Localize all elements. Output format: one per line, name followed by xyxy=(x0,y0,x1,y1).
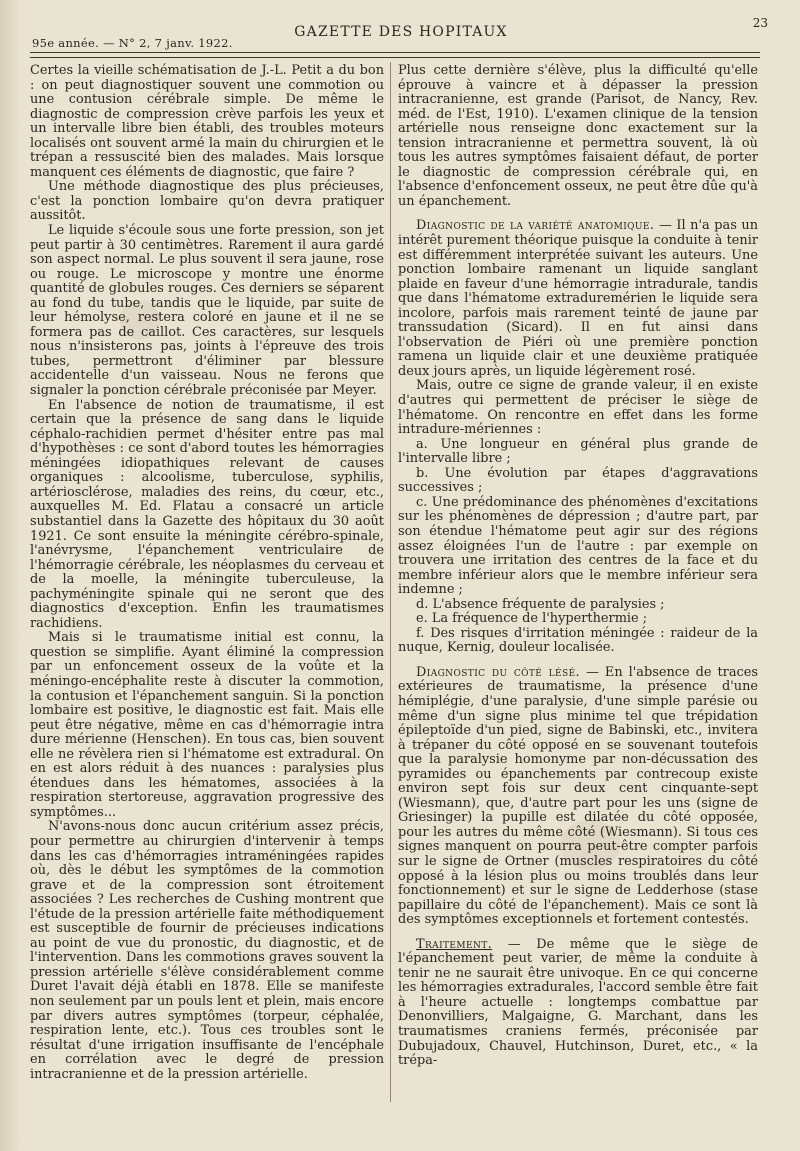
header-rule xyxy=(30,52,760,53)
page-header xyxy=(30,18,772,48)
list-item: d. L'absence fréquente de paralysies ; xyxy=(416,596,665,612)
left-column xyxy=(30,64,384,1104)
paragraph: N'avons-nous donc aucun critérium assez précis, pour permettre au chirurgien d'intervenir à temps dans les cas d'hémorragies intraméningées rapides où, dès le début les symptômes de la commotion grave et de la compression sont étroitement associées ? Les recherches de Cushing montrent que l'étude de la pression artérielle faite méthodiquement est susceptible de fournir de précieuses indications au point de vue du pronostic, du diagnostic, et de l'intervention. Dans les commotions graves souvent la pression artérielle s'élève considérablement comme Duret l'avait déjà établi en 1878. Elle se manifeste non seulement par un pouls lent et plein, mais encore par divers autres symptômes (torpeur, céphalée, respiration lente, etc.). Tous ces troubles sont le résultat d'une irrigation insuffisante de l'encéphale en corrélation avec le degré de pression intracranienne et de la pression artérielle. xyxy=(30,819,384,1082)
header-rule xyxy=(30,57,760,58)
section-heading: Traitement. xyxy=(416,936,493,952)
list-item: b. Une évolution par étapes d'aggravations successives ; xyxy=(398,465,758,496)
issue-info: 95e année. — N° 2, 7 janv. 1922. xyxy=(32,36,233,50)
section-heading: Diagnostic du côté lésé. xyxy=(416,664,581,680)
section-heading: Diagnostic de la variété anatomique. xyxy=(416,218,655,234)
paragraph: Une méthode diagnostique des plus précieuses, c'est la ponction lombaire qu'on devra pratiquer aussitôt. xyxy=(30,179,384,224)
list-item: e. La fréquence de l'hyperthermie ; xyxy=(416,611,648,627)
paragraph: Le liquide s'écoule sous une forte pression, son jet peut partir à 30 centimètres. Rarement il aura gardé son aspect normal. Le plus souvent il sera jaune, rose ou rouge. Le microscope y montre une énorme quantité de globules rouges. Ces derniers se séparent au fond du tube, tandis que le liquide, par suite de leur hémolyse, restera coloré en jaune et il ne se formera pas de caillot. Ces caractères, sur lesquels nous n'insisterons pas, joints à l'épreuve des trois tubes, permettront d'éliminer par blessure accidentelle d'un vaisseau. Nous ne ferons que signaler la ponction cérébrale préconisée par Meyer. xyxy=(30,223,384,399)
column-divider xyxy=(390,62,391,1102)
paragraph: Mais si le traumatisme initial est connu, la question se simplifie. Ayant éliminé la compression par un enfoncement osseux de la voûte et la méningo-encéphalite reste à discuter la commotion, la contusion et l'épanchement sanguin. Si la ponction lombaire est positive, le diagnostic est fait. Mais elle peut être négative, même en cas d'hémorragie intra dure mérienne (Henschen). En tous cas, bien souvent elle ne révèlera rien si l'hématome est extradural. On en est alors réduit à des nuances : paralysies plus étendues dans les hématomes, associées à la respiration stertoreuse, aggravation progressive des symptômes... xyxy=(30,630,384,820)
paragraph: Plus cette dernière s'élève, plus la difficulté qu'elle éprouve à vaincre et à dépasser la pression intracranienne, est grande (Parisot, de Nancy, Rev. méd. de l'Est, 1910). L'examen clinique de la tension artérielle nous renseigne donc exactement sur la tension intracranienne et permettra souvent, là où tous les autres symptômes faisaient défaut, de porter le diagnostic de compression cérébrale qui, en l'absence d'enfoncement osseux, ne peut être dûe qu'à un épanchement. xyxy=(398,63,758,209)
paragraph: Mais, outre ce signe de grande valeur, il en existe d'autres qui permettent de préciser le siège de l'hématome. On rencontre en effet dans les forme intradure-mériennes : xyxy=(398,378,758,438)
paragraph: Certes la vieille schématisation de J.-L. Petit a du bon : on peut diagnostiquer souvent une commotion ou une contusion cérébrale simple. De même le diagnostic de compression crève parfois les yeux et un intervalle libre bien établi, des troubles moteurs localisés ont souvent armé la main du chirurgien et le trépan a ressuscité bien des malades. Mais lorsque manquent ces éléments de diagnostic, que faire ? xyxy=(30,63,384,180)
list-item: c. Une prédominance des phénomènes d'excitations sur les phénomènes de dépression ; d'autre part, par son étendue l'hématome peut agir sur des régions assez éloignées l'un de l'autre : par exemple on trouvera une irritation des centres de la face et du membre inférieur alors que le membre inférieur sera indemne ; xyxy=(398,494,758,598)
page-number: 23 xyxy=(752,16,768,30)
paragraph-text: — De même que le siège de l'épanchement peut varier, de même la conduite à tenir ne ne saurait être univoque. En ce qui concerne les hémorragies extradurales, l'accord semble être fait à l'heure actuelle : longtemps combattue par Denonvilliers, Malgaigne, G. Marchant, dans les traumatismes craniens fermés, préconisée par Dubujadoux, Chauvel, Hutchinson, Duret, etc., « la trépa- xyxy=(398,936,758,1069)
right-column xyxy=(398,64,758,1104)
journal-title: GAZETTE DES HOPITAUX xyxy=(294,24,508,40)
list-item: f. Des risques d'irritation méningée : raideur de la nuque, Kernig, douleur localisée. xyxy=(398,625,758,656)
list-item: a. Une longueur en général plus grande de l'intervalle libre ; xyxy=(398,436,758,467)
paragraph: En l'absence de notion de traumatisme, il est certain que la présence de sang dans le liquide céphalo-rachidien permet d'hésiter entre pas mal d'hypothèses : ce sont d'abord toutes les hémorragies méningées idiopathiques relevant de causes organiques : alcoolisme, tuberculose, syphilis, artériosclérose, maladies des reins, du cœur, etc., auxquelles M. Ed. Flatau a consacré un article substantiel dans la Gazette des hôpitaux du 30 août 1921. Ce sont ensuite la méningite cérébro-spinale, l'anévrysme, l'épanchement ventriculaire de l'hémorragie cérébrale, les néoplasmes du cerveau et de la moelle, la méningite tuberculeuse, la pachyméningite spinale qui ne seront que des diagnostics d'exception. Enfin les traumatismes rachidiens. xyxy=(30,397,384,631)
paragraph-text: — En l'absence de traces extérieures de traumatisme, la présence d'une hémiplégie, d'une paralysie, d'une simple parésie ou même d'un signe plus minime tel que trépidation épileptoïde d'un pied, signe de Babinski, etc., invitera à trépaner du côté opposé en se souvenant toutefois que la paralysie homonyme par non-décussation des pyramides ou épanchements par contrecoup existe environ sept fois sur deux cent cinquante-sept (Wiesmann), que, d'autre part pour les uns (signe de Griesinger) la pupille est dilatée du côté opposée, pour les autres du même côté (Wiesmann). Si tous ces signes manquent on pourra peut-être compter parfois sur le signe de Ortner (muscles respiratoires du côté opposé à la lésion plus ou moins troublés dans leur fonctionnement) et sur le signe de Ledderhose (stase papillaire du côté de l'épanchement). Mais ce sont là des symptômes exceptionnels et fortement contestés. xyxy=(398,664,758,928)
page-binding-shadow xyxy=(0,0,22,1151)
paragraph-text: — Il n'a pas un intérêt purement théorique puisque la conduite à tenir est différemment interprétée suivant les auteurs. Une ponction lombaire ramenant un liquide sanglant plaide en faveur d'une hémorragie intradurale, tandis que dans l'hématome extraduremérien le liquide sera incolore, parfois mais rarement teinté de jaune par transsudation (Sicard). Il en fut ainsi dans l'observation de Piéri où une première ponction ramena un liquide clair et une deuxième pratiquée deux jours après, un liquide légèrement rosé. xyxy=(398,218,758,379)
